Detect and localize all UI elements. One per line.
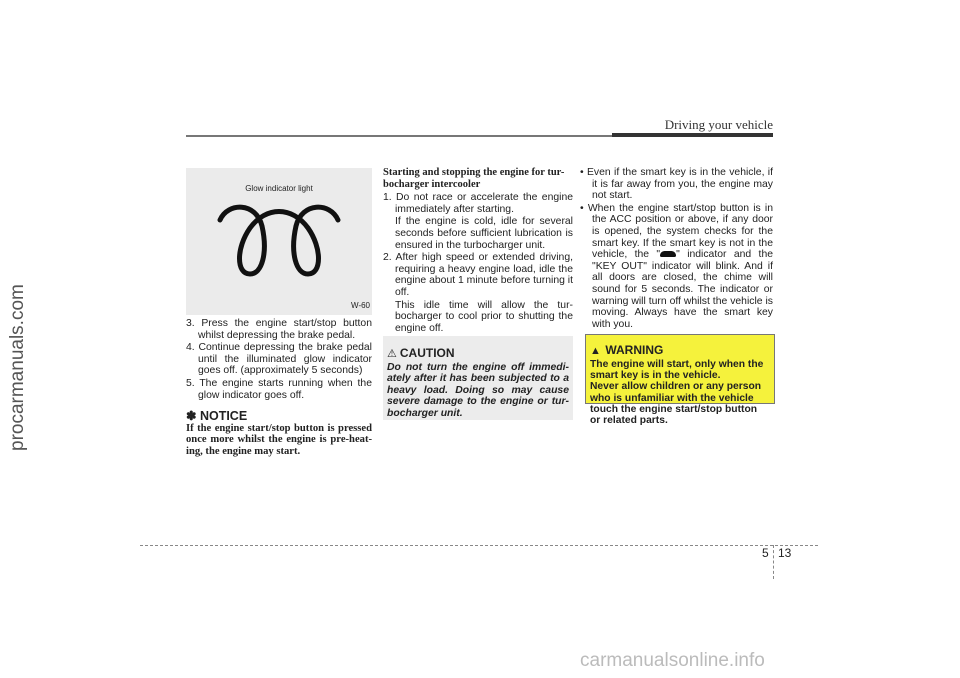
bullet-text: Even if the smart key is in the vehicle, if it is far away from you, the engine may not start. (586, 167, 773, 202)
list-item: • When the engine start/stop button is in the ACC position or above, if any door is opened, the system checks for the smart key. If the smart key is not in the vehicle, the " " indicator and the "KEY OUT" indicator will blink. And if all doors are closed, the chime will sound for 5 seconds. The indicator or warning will turn off whilst the vehicle is moving. Always have the smart key with you. (580, 202, 774, 330)
column-1 (186, 168, 372, 458)
list-item (383, 192, 573, 215)
section-title: Driving your vehicle (664, 117, 773, 132)
step-text: Press the engine start/stop button whilst depressing the brake pedal. (198, 318, 372, 341)
caution-triangle-icon: ⚠ (387, 348, 397, 360)
header-rule (186, 135, 612, 137)
caution-title: CAUTION (399, 346, 455, 360)
step-text: Continue depressing the brake pedal until the illuminated glow indicator goes off. (approximately 5 seconds) (198, 342, 372, 377)
footer-divider (773, 545, 774, 579)
step-number: 2. (383, 252, 392, 264)
step-text: Do not race or accelerate the engine immediately after starting. (395, 192, 573, 215)
warning-body: Never allow children or any person who is unfamiliar with the vehicle touch the engine start/stop button or related parts. (590, 381, 762, 427)
watermark-bottom: carmanualsonline.info (580, 650, 765, 671)
watermark-left: procarmanuals.com (7, 284, 28, 451)
caution-box (383, 336, 573, 420)
section-number: 5 (762, 546, 769, 560)
footer-rule (140, 545, 818, 546)
figure-code: W-60 (351, 301, 370, 311)
warning-triangle-icon: ▲ (590, 345, 601, 357)
start-steps (186, 318, 372, 401)
glow-coil-icon (216, 198, 342, 278)
list-item (186, 318, 372, 341)
bullet-text: When the engine start/stop button is in the ACC position or above, if any door is opened, the system checks for the smart key. If the smart key is not in the vehicle, the " (587, 202, 774, 261)
caution-body: Do not turn the engine off immedi-ately after it has been subjected to a heavy load. Doing so may cause severe damage to the engine or tur-bocharger unit. (387, 362, 569, 419)
step-subtext: This idle time will allow the tur-bocharger to cool prior to shutting the engine off. (395, 299, 573, 334)
glow-indicator-figure (186, 168, 372, 315)
step-number: 5. (186, 377, 195, 389)
step-text: After high speed or extended driving, requiring a heavy engine load, idle the engine about 1 minute before turning it off. (395, 252, 573, 298)
turbo-heading: Starting and stopping the engine for tur-bocharger intercooler (383, 167, 565, 190)
notice-body: If the engine start/stop button is pressed once more whilst the engine is pre-heat-ing, the engine may start. (186, 422, 372, 457)
smart-key-car-icon (660, 251, 676, 257)
list-item: • Even if the smart key is in the vehicle, if it is far away from you, the engine may not start. (580, 167, 773, 202)
warning-box (585, 334, 775, 427)
step-number: 4. (186, 342, 195, 354)
column-3 (580, 167, 773, 331)
header-rule-thick (612, 133, 773, 137)
step-text: The engine starts running when the glow indicator goes off. (198, 377, 372, 401)
warning-title: WARNING (605, 343, 664, 357)
warning-body: The engine will start, only when the smart key is in the vehicle. (590, 359, 764, 382)
list-item (186, 342, 372, 377)
list-item (383, 252, 573, 298)
step-subtext: If the engine is cold, idle for several seconds before sufficient lubrication is ensured in the turbocharger unit. (395, 216, 573, 251)
column-2 (383, 167, 573, 335)
figure-caption: Glow indicator light (245, 184, 313, 193)
list-item (186, 378, 372, 401)
step-number: 1. (383, 192, 392, 204)
notice-title: ✽ NOTICE (186, 409, 248, 424)
step-number: 3. (186, 318, 195, 329)
bullet-text: " indicator and the "KEY OUT" indicator will blink. And if all doors are closed, the chime will sound for 5 seconds. The indicator or warning will turn off whilst the vehicle is moving. Always have the smart key with you. (592, 249, 774, 330)
page-number: 13 (778, 546, 792, 560)
